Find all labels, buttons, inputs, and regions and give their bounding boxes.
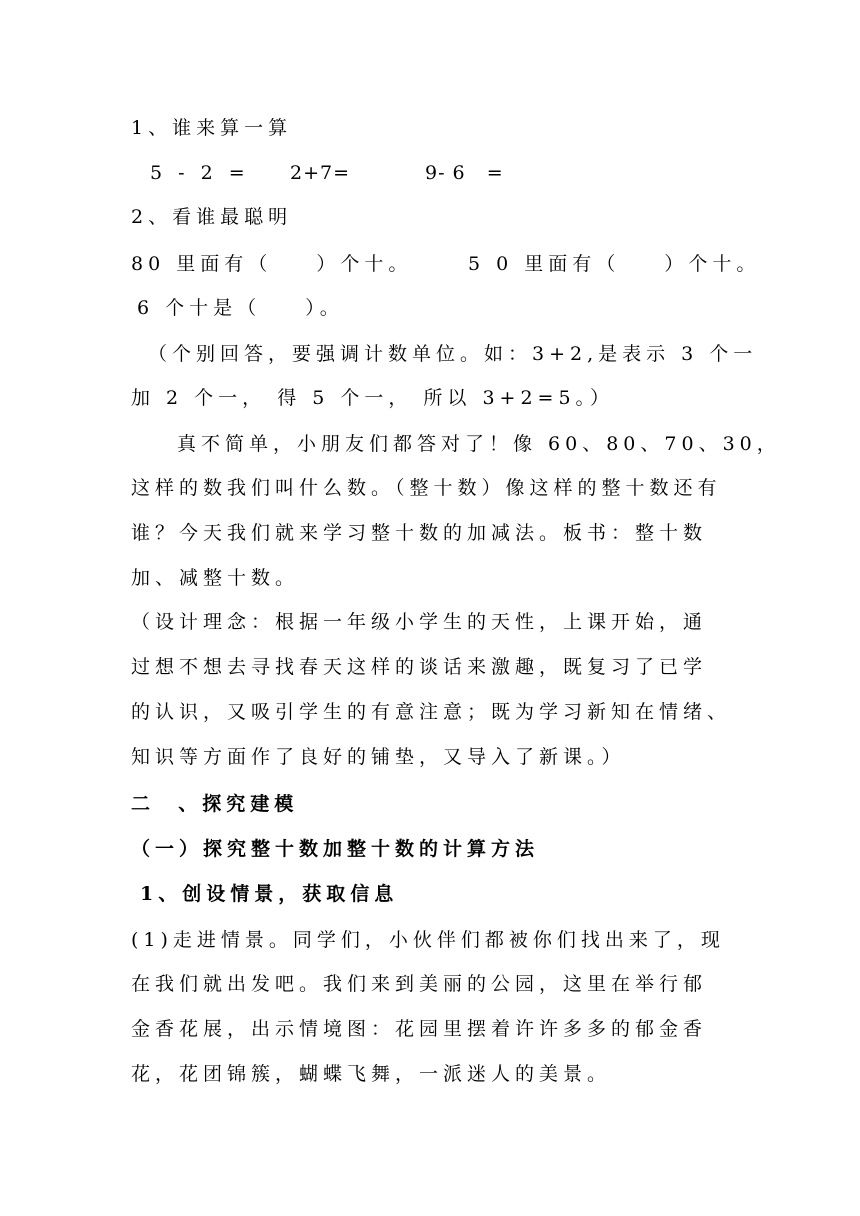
paragraph-4-line-2: 在我们就出发吧。我们来到美丽的公园，这里在举行郁	[131, 973, 708, 995]
question-2: 5 0 里面有（ ）个十。	[468, 253, 761, 275]
expression-1: 5 - 2 =	[150, 162, 250, 184]
paragraph-4-line-3: 金香花展，出示情境图：花园里摆着许许多多的郁金香	[131, 1018, 708, 1040]
question-3: 6 个十是（ ）。	[137, 297, 344, 319]
paragraph-3-line-2: 过想不想去寻找春天这样的谈话来激趣，既复习了已学	[131, 656, 708, 678]
paragraph-4-line-4: 花，花团锦簇，蝴蝶飞舞，一派迷人的美景。	[131, 1063, 612, 1085]
paragraph-3-line-4: 知识等方面作了良好的铺垫，又导入了新课。）	[131, 746, 626, 768]
paragraph-1-line-2: 加 2 个一， 得 5 个一， 所以 3+2=5。）	[131, 387, 615, 409]
section2-title: 2、看谁最聪明	[131, 206, 293, 228]
paragraph-3-line-1: （设计理念：根据一年级小学生的天性，上课开始，通	[131, 611, 708, 633]
heading-method: （一）探究整十数加整十数的计算方法	[131, 838, 540, 860]
paragraph-3-line-3: 的认识，又吸引学生的有意注意；既为学习新知在情绪、	[131, 701, 732, 723]
expression-2: 2+7=	[290, 162, 351, 184]
paragraph-2-line-4: 加、减整十数。	[131, 567, 300, 589]
paragraph-2-line-3: 谁？今天我们就来学习整十数的加减法。板书：整十数	[131, 522, 708, 544]
section1-title: 1、谁来算一算	[131, 117, 293, 139]
paragraph-2-line-2: 这样的数我们叫什么数。（整十数）像这样的整十数还有	[131, 477, 722, 499]
heading-scenario: 1、创设情景，获取信息	[140, 883, 399, 905]
paragraph-4-line-1: (1)走进情景。同学们，小伙伴们都被你们找出来了，现	[131, 929, 725, 951]
paragraph-2-line-1: 真不简单，小朋友们都答对了！像 60、80、70、30，	[177, 433, 781, 455]
heading-explore-model: 二 、探究建模	[131, 793, 299, 815]
paragraph-1-line-1: （个别回答，要强调计数单位。如：3+2,是表示 3 个一	[148, 343, 758, 365]
question-1: 80 里面有（ ）个十。	[131, 253, 413, 275]
expression-3: 9- 6 =	[425, 162, 504, 184]
